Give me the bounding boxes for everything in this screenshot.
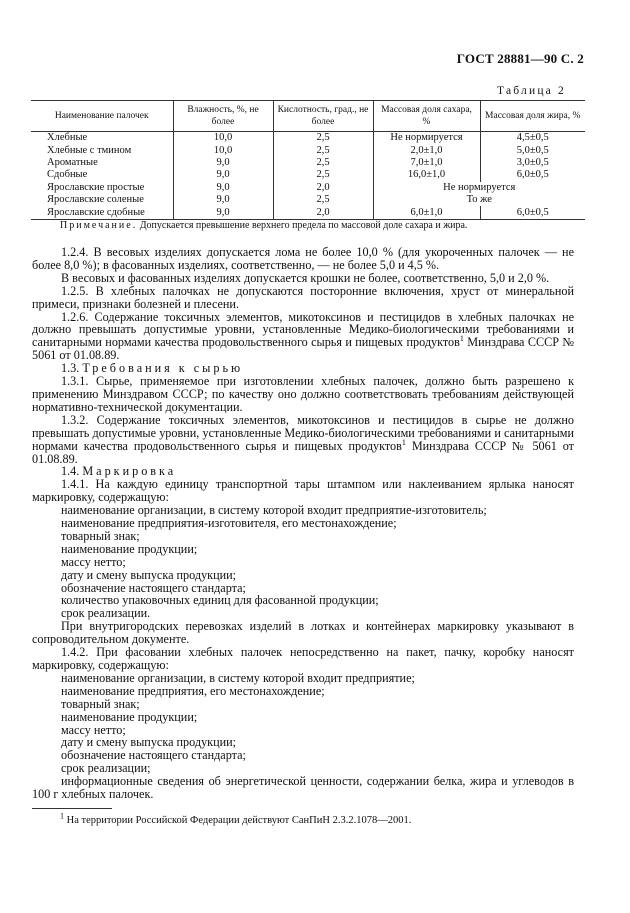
list-item: наименование продукции; xyxy=(61,541,198,556)
cell-sugar: 7,0±1,0 xyxy=(373,157,480,169)
paragraph-crumbs: В весовых и фасованных изделиях допускается крошки не более, соответственно, 5,0 и 2,0 %. xyxy=(61,270,550,285)
cell-acidity: 2,5 xyxy=(273,144,373,156)
paragraph-1-3-2 xyxy=(32,414,574,466)
col-header-moisture: Влажность, %, не более xyxy=(173,101,273,132)
list-item: обозначение настоящего стандарта; xyxy=(61,748,246,763)
cell-moisture: 9,0 xyxy=(173,157,273,169)
list-item: массу нетто; xyxy=(61,722,126,737)
paragraph-1-2-4: 1.2.4. В весовых изделиях допускается лома не более 10,0 % (для укороченных палочек — не более 8,0 %); в фасованных изделиях, соответственно, — не более 5,0 и 4,5 %. xyxy=(32,245,574,272)
table-row xyxy=(31,157,585,169)
list-item: дату и смену выпуска продукции; xyxy=(61,735,237,750)
cell-acidity: 2,5 xyxy=(273,132,373,145)
cell-sugar: 6,0±1,0 xyxy=(373,206,480,219)
list-item: наименование продукции; xyxy=(61,709,198,724)
cell-acidity: 2,5 xyxy=(273,157,373,169)
paragraph-text: 1.3.2. Содержание токсичных элементов, микотоксинов и пестицидов в сырье не должно превышать допустимые уровни, установленные Медико-биологическими требованиями и санитарными нормами качества продовольственного сырья и пищевых продуктов xyxy=(32,412,574,453)
paragraph-1-4-1: 1.4.1. На каждую единицу транспортной тары штампом или наклеиванием ярлыка наносят маркировку, содержащую: xyxy=(32,477,574,505)
list-item: массу нетто; xyxy=(61,554,126,569)
cell-acidity: 2,5 xyxy=(273,194,373,206)
list-item: срок реализации; xyxy=(61,761,151,776)
cell-sugar: 16,0±1,0 xyxy=(373,169,480,181)
table-row xyxy=(31,194,585,206)
table-row xyxy=(31,206,585,219)
list-item: наименование предприятия, его местонахождение; xyxy=(61,683,325,698)
section-number: 1.3. xyxy=(61,361,80,376)
cell-moisture: 9,0 xyxy=(173,194,273,206)
page-header: ГОСТ 28881—90 С. 2 xyxy=(456,51,584,66)
table-row xyxy=(31,144,585,156)
footnote-ref: 1 xyxy=(459,334,464,344)
section-number: 1.4. xyxy=(61,464,80,479)
paragraph-text-cont: Минздрава СССР № 5061 от 01.08.89. xyxy=(32,335,574,363)
cell-sugar-fat-merged: Не нормируется xyxy=(373,182,585,194)
cell-moisture: 10,0 xyxy=(173,144,273,156)
paragraph-1-2-5: 1.2.5. В хлебных палочках не допускаются посторонние включения, хруст от минеральной примеси, признаки болезней и плесени. xyxy=(32,283,574,311)
section-title: Требования к сырью xyxy=(82,361,244,376)
footnote-text: На территории Российской Федерации действуют СанПиН 2.3.2.1078—2001. xyxy=(66,815,412,826)
cell-acidity: 2,0 xyxy=(273,206,373,219)
cell-name: Ярославские соленые xyxy=(47,194,144,206)
section-title: Маркировка xyxy=(82,464,177,479)
data-table xyxy=(31,100,585,220)
list-item: товарный знак; xyxy=(61,528,140,543)
cell-moisture: 9,0 xyxy=(173,206,273,219)
footnote-mark: 1 xyxy=(60,811,64,821)
cell-name: Ароматные xyxy=(47,156,98,168)
cell-name: Хлебные xyxy=(47,132,88,144)
list-item: дату и смену выпуска продукции; xyxy=(61,567,237,582)
list-item: информационные сведения об энергетической ценности, содержании белка, жира и углеводов в 100 г хлебных палочек. xyxy=(32,774,574,802)
note-text: Допускается превышение верхнего предела по массовой доле сахара и жира. xyxy=(139,220,468,231)
list-item: срок реализации. xyxy=(61,606,151,621)
cell-moisture: 9,0 xyxy=(173,182,273,194)
cell-fat: 6,0±0,5 xyxy=(480,169,585,181)
cell-name: Сдобные xyxy=(47,169,88,181)
paragraph-1-4-2: 1.4.2. При фасовании хлебных палочек непосредственно на пакет, пачку, коробку наносят маркировку, содержащую: xyxy=(32,645,574,672)
table-caption: Таблица 2 xyxy=(497,85,566,97)
cell-moisture: 9,0 xyxy=(173,169,273,181)
cell-sugar-fat-merged: То же xyxy=(373,194,585,206)
col-header-acidity: Кислотность, град., не более xyxy=(273,101,373,132)
cell-fat: 6,0±0,5 xyxy=(480,206,585,219)
list-item: обозначение настоящего стандарта; xyxy=(61,580,246,595)
footnote xyxy=(60,811,412,826)
paragraph-1-3-1: 1.3.1. Сырье, применяемое при изготовлении хлебных палочек, должно быть разрешено к применению Минздравом СССР; по качеству оно должно соответствовать требованиям действующей нормативно-технической документации. xyxy=(32,374,574,414)
cell-name: Ярославские сдобные xyxy=(31,206,173,219)
paragraph-text-cont: Минздрава СССР № 5061 от 01.08.89. xyxy=(32,438,574,466)
col-header-name: Наименование палочек xyxy=(31,101,173,132)
cell-fat: 3,0±0,5 xyxy=(480,157,585,169)
cell-name: Хлебные с тмином xyxy=(47,144,132,156)
list-item: товарный знак; xyxy=(61,696,140,711)
cell-fat: 4,5±0,5 xyxy=(480,132,585,145)
table-row xyxy=(31,169,585,181)
list-item: количество упаковочных единиц для фасованной продукции; xyxy=(61,593,379,608)
footnote-ref: 1 xyxy=(401,437,406,447)
cell-sugar: Не нормируется xyxy=(373,132,480,145)
table-note xyxy=(60,220,590,231)
list-item: наименование предприятия-изготовителя, его местонахождение; xyxy=(61,516,397,531)
note-label: Примечание. xyxy=(60,220,138,231)
table-row xyxy=(31,182,585,194)
cell-acidity: 2,0 xyxy=(273,182,373,194)
table-row xyxy=(31,132,585,145)
list-item: наименование организации, в систему которой входит предприятие-изготовитель; xyxy=(61,503,487,518)
list-item: наименование организации, в систему которой входит предприятие; xyxy=(61,670,415,685)
cell-acidity: 2,5 xyxy=(273,169,373,181)
document-body xyxy=(32,246,574,801)
footnote-divider xyxy=(32,808,112,809)
paragraph-1-2-6 xyxy=(32,311,574,363)
cell-fat: 5,0±0,5 xyxy=(480,144,585,156)
paragraph-transport: При внутригородских перевозках изделий в лотках и контейнерах маркировку указывают в сопроводительном документе. xyxy=(32,619,574,647)
cell-moisture: 10,0 xyxy=(173,132,273,145)
cell-name: Ярославские простые xyxy=(47,181,145,193)
cell-sugar: 2,0±1,0 xyxy=(373,144,480,156)
col-header-fat: Массовая доля жира, % xyxy=(480,101,585,132)
paragraph-text: 1.2.6. Содержание токсичных элементов, микотоксинов и пестицидов в хлебных палочках не должно превышать допустимые уровни, установленные Медико-биологическими требованиями и санитарными нормами качества продовольственного сырья и пищевых продуктов xyxy=(32,309,574,350)
table-header-row xyxy=(31,101,585,132)
col-header-sugar: Массовая доля сахара, % xyxy=(373,101,480,132)
